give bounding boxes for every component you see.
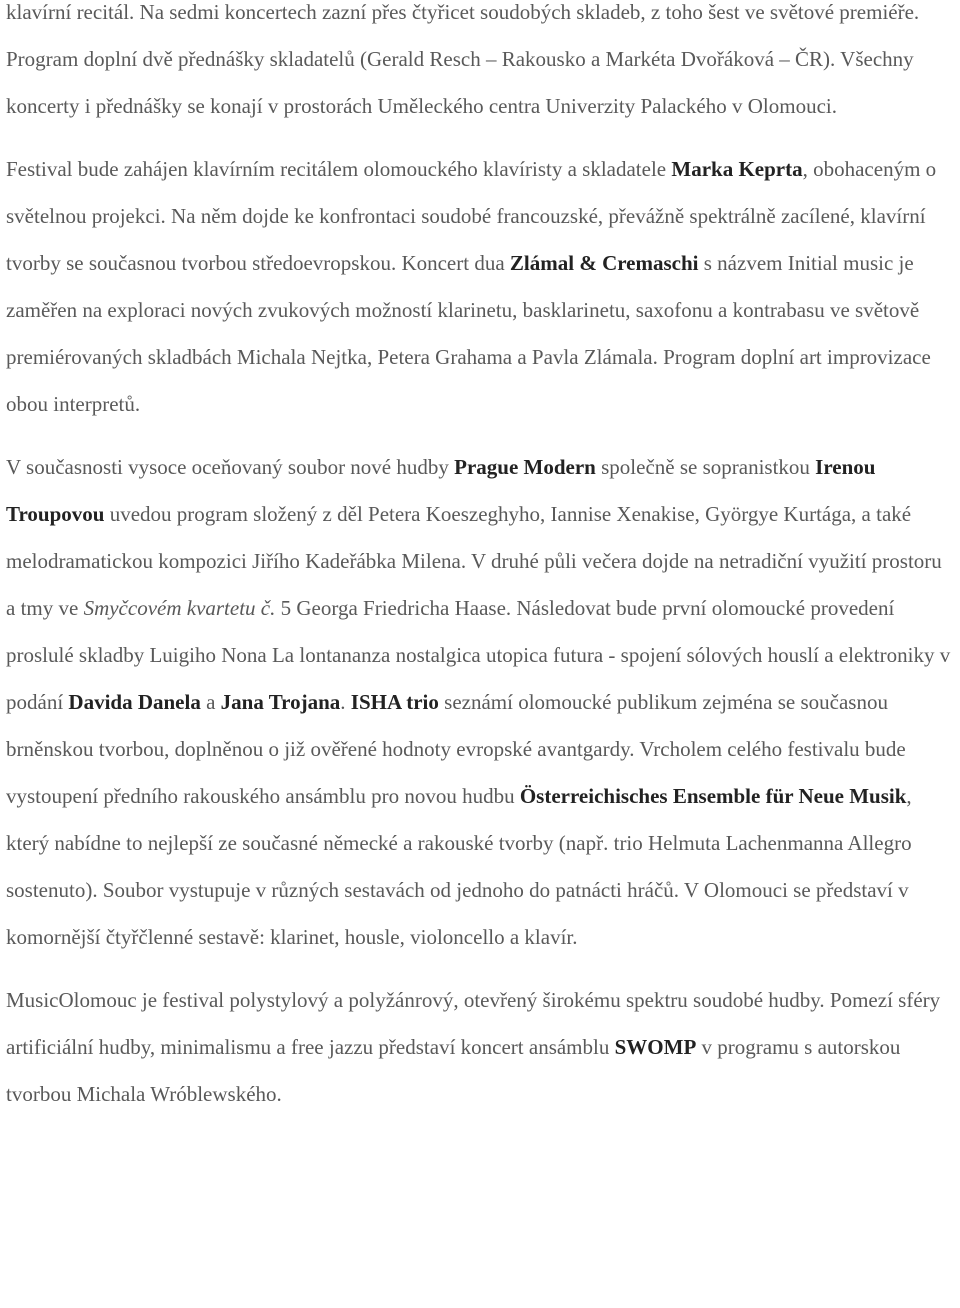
paragraph-musicolomouc [6, 977, 956, 1118]
text-run: společně se sopranistkou [595, 455, 816, 479]
text-run: a [200, 690, 221, 714]
name-osterreichisches-ensemble: Österreichisches Ensemble für Neue Musik [519, 784, 907, 808]
title-string-quartet: Smyčcovém kvartetu č. [83, 596, 276, 620]
name-prague-modern: Prague Modern [454, 455, 596, 479]
name-marek-keprt: Marka Keprta [671, 157, 803, 181]
text-run: , který nabídne to nejlepší ze současné německé a rakouské tvorby (např. trio Helmuta Lachenmanna Allegro sostenuto). Soubor vystupuje v různých sestavách od jednoho do patnácti hráčů. V Olomouci se představí v komornější čtyřčlenné sestavě: klarinet, housle, violoncello a klavír. [6, 784, 912, 949]
text-run: klavírní recitál. Na sedmi koncertech zazní přes čtyřicet soudobých skladeb, z toho šest ve světové premiéře. Program doplní dvě přednášky skladatelů (Gerald Resch – Rakousko a Markéta Dvořáková – ČR). Všechny koncerty i přednášky se konají v prostorách Uměleckého centra Univerzity Palackého v Olomouci. [6, 0, 920, 118]
text-run: , obohaceným o světelnou projekci. Na něm dojde ke konfrontaci soudobé francouzské, převážně spektrálně zacílené, klavírní tvorby se současnou tvorbou středoevropskou. Koncert dua [6, 157, 937, 275]
name-jan-trojan: Jana Trojana [220, 690, 341, 714]
text-run: uvedou program složený z děl Petera Koeszeghyho, Iannise Xenakise, Györgye Kurtága, a také melodramatickou kompozici Jiřího Kadeřábka Milena. V druhé půli večera dojde na netradiční využití prostoru a tmy ve [6, 502, 942, 620]
name-zlamal-cremaschi: Zlámal & Cremaschi [509, 251, 699, 275]
name-david-danel: Davida Danela [68, 690, 201, 714]
paragraph-opening-concerts [6, 146, 956, 428]
paragraph-festival-program [6, 0, 956, 130]
paragraph-ensembles [6, 444, 956, 961]
text-run: s názvem Initial music je zaměřen na exploraci nových zvukových možností klarinetu, basklarinetu, saxofonu a kontrabasu ve světově premiérovaných skladbách Michala Nejtka, Petera Grahama a Pavla Zlámala. Program doplní art improvizace obou interpretů. [6, 251, 931, 416]
name-isha-trio: ISHA trio [350, 690, 439, 714]
text-run: . [340, 690, 351, 714]
text-run: V současnosti vysoce oceňovaný soubor nové hudby [6, 455, 455, 479]
text-run: Festival bude zahájen klavírním recitálem olomouckého klavíristy a skladatele [6, 157, 672, 181]
text-run: MusicOlomouc je festival polystylový a polyžánrový, otevřený širokému spektru soudobé hudby. Pomezí sféry artificiální hudby, minimalismu a free jazzu představí koncert ansámblu [6, 988, 941, 1059]
text-run: v programu s autorskou tvorbou Michala Wróblewského. [6, 1035, 901, 1106]
text-run: seznámí olomoucké publikum zejména se současnou brněnskou tvorbou, doplněnou o již ověřené hodnoty evropské avantgardy. Vrcholem celého festivalu bude vystoupení předního rakouského ansámblu pro novou hudbu [6, 690, 906, 808]
text-run: 5 Georga Friedricha Haase. Následovat bude první olomoucké provedení proslulé skladby Luigiho Nona La lontananza nostalgica utopica futura - spojení sólových houslí a elektroniky v podání [6, 596, 951, 714]
document-page [6, 0, 956, 1118]
name-irena-troupova: Irenou Troupovou [6, 455, 876, 526]
name-swomp: SWOMP [614, 1035, 697, 1059]
